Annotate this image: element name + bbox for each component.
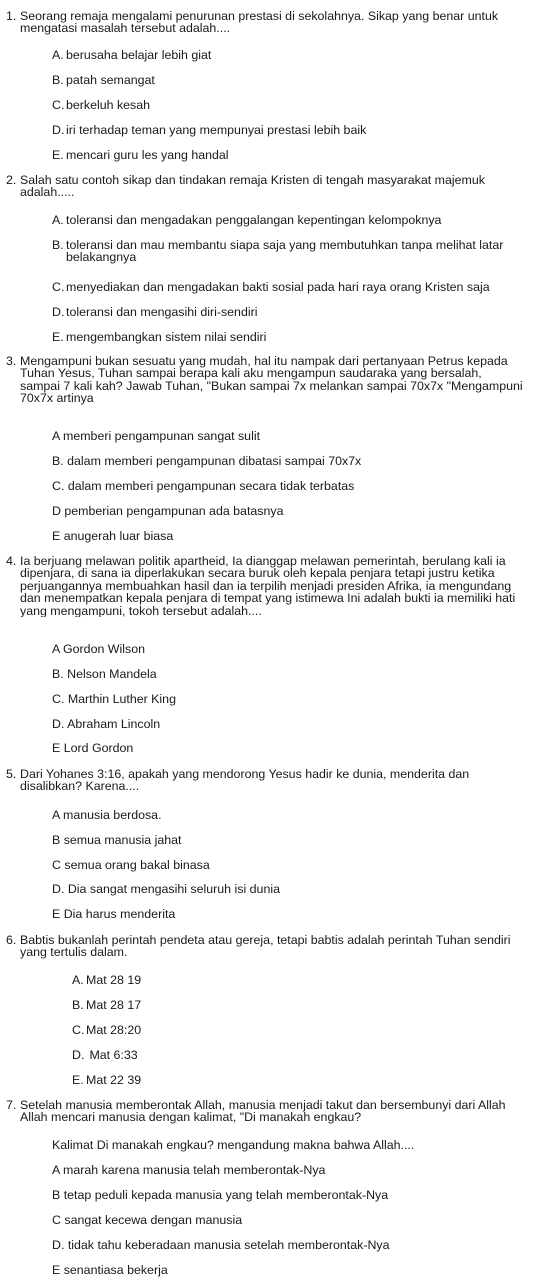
option-text: toleransi dan mengadakan penggalangan kepentingan kelompoknya — [66, 214, 442, 227]
option-letter: E. — [72, 1074, 84, 1087]
option-3b[interactable] — [52, 455, 538, 468]
question-text-line: Ia berjuang melawan politik apartheid, Ia dianggap melawan pemerintah, berulang kali ia — [20, 555, 506, 568]
option-letter: E. — [52, 331, 64, 344]
option-text: Mat 6:33 — [86, 1049, 138, 1062]
option-letter: C. — [72, 1024, 85, 1037]
option-4c[interactable] — [52, 693, 538, 706]
option-text: C semua orang bakal binasa — [52, 859, 210, 872]
question-number: 6. — [6, 934, 17, 947]
option-5d[interactable] — [52, 883, 538, 896]
question-text-line: adalah..... — [20, 185, 75, 199]
option-text: Mat 28 19 — [86, 974, 142, 987]
question-text-line: Babtis bukanlah perintah pendeta atau gereja, tetapi babtis adalah perintah Tuhan sendiri — [20, 934, 511, 947]
option-text: C. dalam memberi pengampunan secara tidak terbatas — [52, 480, 355, 493]
option-2a[interactable] — [52, 214, 538, 227]
option-text: C sangat kecewa dengan manusia — [52, 1214, 243, 1227]
option-text: mencari guru les yang handal — [66, 149, 229, 162]
option-letter: D. — [72, 1049, 85, 1062]
option-text: patah semangat — [66, 74, 155, 87]
option-7a[interactable] — [52, 1164, 538, 1177]
option-letter: A. — [52, 49, 64, 62]
option-text: D. tidak tahu keberadaan manusia setelah memberontak-Nya — [52, 1239, 390, 1252]
option-letter: B. — [52, 74, 64, 87]
option-1b[interactable] — [52, 74, 538, 87]
option-3c[interactable] — [52, 480, 538, 493]
option-6c[interactable] — [72, 1024, 538, 1037]
option-4b[interactable] — [52, 668, 538, 681]
option-text: A manusia berdosa. — [52, 809, 162, 822]
option-letter: C. — [52, 281, 65, 294]
option-text: toleransi dan mengasihi diri-sendiri — [66, 306, 258, 319]
question-number: 2. — [6, 174, 17, 187]
question-number: 3. — [6, 355, 17, 368]
question-4 — [6, 555, 538, 617]
question-number: 5. — [6, 768, 17, 781]
option-6b[interactable] — [72, 999, 538, 1012]
option-text: Mat 22 39 — [86, 1074, 142, 1087]
option-4d[interactable] — [52, 718, 538, 731]
question-7 — [6, 1099, 538, 1124]
question-text-line: 70x7x artinya — [20, 391, 94, 405]
question-text-line: mengatasi masalah tersebut adalah.... — [20, 21, 231, 35]
option-text: berkeluh kesah — [66, 99, 151, 112]
question-3 — [6, 355, 538, 405]
question-text-line: Salah satu contoh sikap dan tindakan remaja Kristen di tengah masyarakat majemuk — [20, 174, 485, 187]
option-7c[interactable] — [52, 1214, 538, 1227]
question-text-line: Seorang remaja mengalami penurunan prestasi di sekolahnya. Sikap yang benar untuk — [20, 10, 499, 23]
option-text: D. Abraham Lincoln — [52, 718, 161, 731]
option-text: E anugerah luar biasa — [52, 530, 174, 543]
option-text: mengembangkan sistem nilai sendiri — [66, 331, 267, 344]
option-letter: D. — [52, 306, 65, 319]
option-text: berusaha belajar lebih giat — [66, 49, 212, 62]
option-text: B semua manusia jahat — [52, 834, 182, 847]
option-3e[interactable] — [52, 530, 538, 543]
option-text: C. Marthin Luther King — [52, 693, 176, 706]
option-5e[interactable] — [52, 908, 538, 921]
option-text: B. Nelson Mandela — [52, 668, 157, 681]
option-3d[interactable] — [52, 505, 538, 518]
option-letter: A. — [72, 974, 84, 987]
option-1e[interactable] — [52, 149, 538, 162]
option-6a[interactable] — [72, 974, 538, 987]
question-text-line: Dari Yohanes 3:16, apakah yang mendorong Yesus hadir ke dunia, menderita dan — [20, 768, 470, 781]
option-2c[interactable] — [52, 281, 538, 294]
question-text-line: sampai 7 kali kah? Jawab Tuhan, "Bukan sampai 7x melankan sampai 70x7x "Mengampuni — [20, 378, 523, 393]
option-1c[interactable] — [52, 99, 538, 112]
question-text-line: Mengampuni bukan sesuatu yang mudah, hal itu nampak dari pertanyaan Petrus kepada — [20, 355, 508, 368]
option-text: D pemberian pengampunan ada batasnya — [52, 505, 284, 518]
option-text: A marah karena manusia telah memberontak-Nya — [52, 1164, 326, 1177]
option-5b[interactable] — [52, 834, 538, 847]
option-2b[interactable] — [52, 239, 538, 264]
question-text-line: dipenjara, di sana ia diperlakukan secara buruk oleh kepala penjara tetapi justru ketika — [20, 566, 495, 581]
option-text: Mat 28:20 — [86, 1024, 142, 1037]
question-text-line: perjuangannya membuahkan hasil dan ia terpilih menjadi presiden Afrika, ia mengundang — [20, 578, 512, 593]
option-3a[interactable] — [52, 430, 538, 443]
option-7b[interactable] — [52, 1189, 538, 1202]
question-text-line: dan menempatkan kepala penjara di tempat yang istimewa Ini adalah bukti ia memiliki hati — [20, 591, 516, 606]
option-text: B. dalam memberi pengampunan dibatasi sampai 70x7x — [52, 455, 362, 468]
option-letter: B. — [72, 999, 84, 1012]
option-7d[interactable] — [52, 1239, 538, 1252]
option-text: E senantiasa bekerja — [52, 1264, 168, 1277]
question-text-line: yang tertulis dalam. — [20, 945, 128, 959]
option-1a[interactable] — [52, 49, 538, 62]
question-text-line: disalibkan? Karena.... — [20, 779, 140, 793]
option-4e[interactable] — [52, 742, 538, 755]
option-6d[interactable] — [72, 1049, 538, 1062]
option-letter: A. — [52, 214, 64, 227]
question-6 — [6, 934, 538, 959]
question-5 — [6, 768, 538, 793]
option-text: toleransi dan mau membantu siapa saja yang membutuhkan tanpa melihat latar — [66, 239, 504, 252]
question-number: 4. — [6, 555, 17, 568]
option-7e[interactable] — [52, 1264, 538, 1277]
question-text-line: yang mengampuni, tokoh tersebut adalah.... — [20, 603, 262, 618]
option-5a[interactable] — [52, 809, 538, 822]
question-number: 7. — [6, 1099, 17, 1112]
option-text: D. Dia sangat mengasihi seluruh isi dunia — [52, 883, 280, 896]
option-text: Mat 28 17 — [86, 999, 142, 1012]
question-text-line: Allah mencari manusia dengan kalimat, "Di manakah engkau? — [20, 1110, 362, 1124]
option-2d[interactable] — [52, 306, 538, 319]
option-letter: C. — [52, 99, 65, 112]
option-5c[interactable] — [52, 859, 538, 872]
question-2 — [6, 174, 538, 199]
option-1d[interactable] — [52, 124, 538, 137]
question-text-line: Setelah manusia memberontak Allah, manusia menjadi takut dan bersembunyi dari Allah — [20, 1099, 506, 1112]
option-text: iri terhadap teman yang mempunyai prestasi lebih baik — [66, 124, 367, 137]
option-6e[interactable] — [72, 1074, 538, 1087]
option-letter: B. — [52, 239, 64, 252]
option-text-continuation: belakangnya — [66, 250, 137, 264]
option-text: A Gordon Wilson — [52, 643, 145, 656]
question-text-line: Tuhan Yesus, Tuhan sampai berapa kali aku mengampun saudaraka yang bersalah, — [20, 366, 482, 381]
option-letter: E. — [52, 149, 64, 162]
question-7-subprompt: Kalimat Di manakah engkau? mengandung makna bahwa Allah.... — [52, 1138, 415, 1152]
option-text: E Lord Gordon — [52, 742, 134, 755]
option-text: A memberi pengampunan sangat sulit — [52, 430, 261, 443]
option-letter: D. — [52, 124, 65, 137]
option-4a[interactable] — [52, 643, 538, 656]
question-number: 1. — [6, 10, 17, 23]
option-text: menyediakan dan mengadakan bakti sosial pada hari raya orang Kristen saja — [66, 281, 490, 294]
question-1 — [6, 10, 538, 35]
option-2e[interactable] — [52, 331, 538, 344]
option-text: B tetap peduli kepada manusia yang telah memberontak-Nya — [52, 1189, 389, 1202]
option-text: E Dia harus menderita — [52, 908, 176, 921]
